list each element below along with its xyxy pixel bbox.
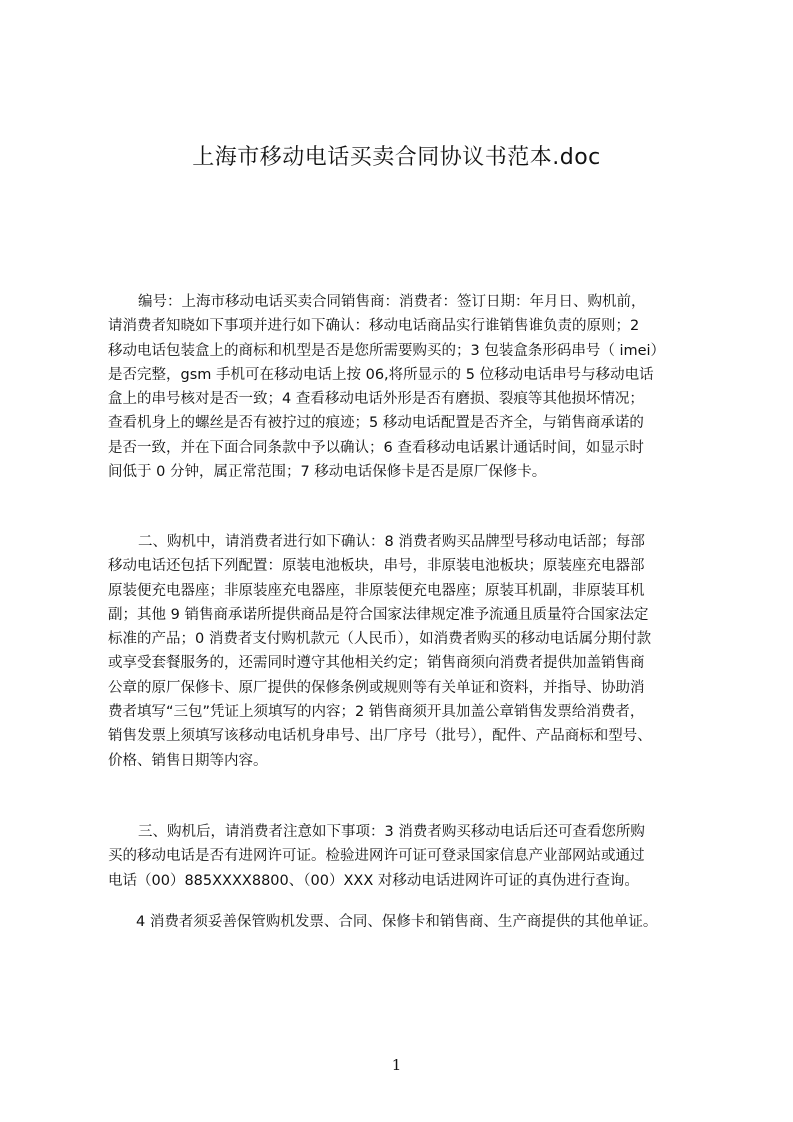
paragraph-line: 费者填写“三包”凭证上须填写的内容；2 销售商须开具加盖公章销售发票给消费者， bbox=[108, 704, 645, 721]
paragraph-line: 副；其他 9 销售商承诺所提供商品是符合国家法律规定准予流通且质量符合国家法定 bbox=[108, 606, 649, 623]
paragraph-line: 间低于 0 分钟，属正常范围；7 移动电话保修卡是否是原厂保修卡。 bbox=[108, 464, 547, 481]
paragraph-line: 原装便充电器座；非原装座充电器座，非原装便充电器座；原装耳机副，非原装耳机 bbox=[108, 582, 645, 599]
paragraph-line: 销售发票上须填写该移动电话机身串号、出厂序号（批号），配件、产品商标和型号、 bbox=[108, 728, 652, 745]
paragraph-pre-purchase bbox=[108, 290, 700, 484]
paragraph-line: 盒上的串号核对是否一致；4 查看移动电话外形是否有磨损、裂痕等其他损坏情况； bbox=[108, 391, 644, 408]
page-number: 1 bbox=[391, 1056, 402, 1074]
paragraph-during-purchase bbox=[108, 530, 700, 773]
paragraph-line: 是否一致，并在下面合同条款中予以确认；6 查看移动电话累计通话时间，如显示时 bbox=[108, 439, 644, 456]
document-title: 上海市移动电话买卖合同协议书范本.doc bbox=[192, 145, 601, 170]
paragraph-line: 或享受套餐服务的，还需同时遵守其他相关约定；销售商须向消费者提供加盖销售商 bbox=[108, 655, 645, 672]
paragraph-after-purchase bbox=[108, 820, 700, 893]
paragraph-line: 买的移动电话是否有进网许可证。检验进网许可证可登录国家信息产业部网站或通过 bbox=[108, 848, 645, 865]
paragraph-line: 是否完整，gsm 手机可在移动电话上按 06,将所显示的 5 位移动电话串号与移动电话 bbox=[108, 366, 654, 383]
paragraph-line: 移动电话包装盒上的商标和机型是否是您所需要购买的；3 包装盒条形码串号（ imei） bbox=[108, 342, 666, 359]
paragraph-keep-documents bbox=[108, 910, 700, 934]
paragraph-line: 三、购机后，请消费者注意如下事项：3 消费者购买移动电话后还可查看您所购 bbox=[138, 824, 645, 840]
paragraph-line: 电话（00）885XXXX8800、（00）XXX 对移动电话进网许可证的真伪进行查询。 bbox=[108, 872, 639, 889]
paragraph-line: 编号：上海市移动电话买卖合同销售商：消费者：签订日期：年月日、购机前， bbox=[138, 294, 646, 310]
paragraph-line: 二、购机中，请消费者进行如下确认：8 消费者购买品牌型号移动电话部；每部 bbox=[138, 534, 645, 550]
paragraph-line: 请消费者知晓如下事项并进行如下确认：移动电话商品实行谁销售谁负责的原则；2 bbox=[108, 318, 640, 335]
paragraph-line: 移动电话还包括下列配置：原装电池板块，串号，非原装电池板块；原装座充电器部 bbox=[108, 558, 645, 575]
paragraph-line: 价格、销售日期等内容。 bbox=[108, 752, 268, 769]
paragraph-line: 4 消费者须妥善保管购机发票、合同、保修卡和销售商、生产商提供的其他单证。 bbox=[136, 914, 658, 930]
paragraph-line: 标准的产品；0 消费者支付购机款元（人民币），如消费者购买的移动电话属分期付款 bbox=[108, 631, 652, 648]
paragraph-line: 查看机身上的螺丝是否有被拧过的痕迹；5 移动电话配置是否齐全，与销售商承诺的 bbox=[108, 415, 644, 432]
paragraph-line: 公章的原厂保修卡、原厂提供的保修条例或规则等有关单证和资料，并指导、协助消 bbox=[108, 679, 645, 696]
